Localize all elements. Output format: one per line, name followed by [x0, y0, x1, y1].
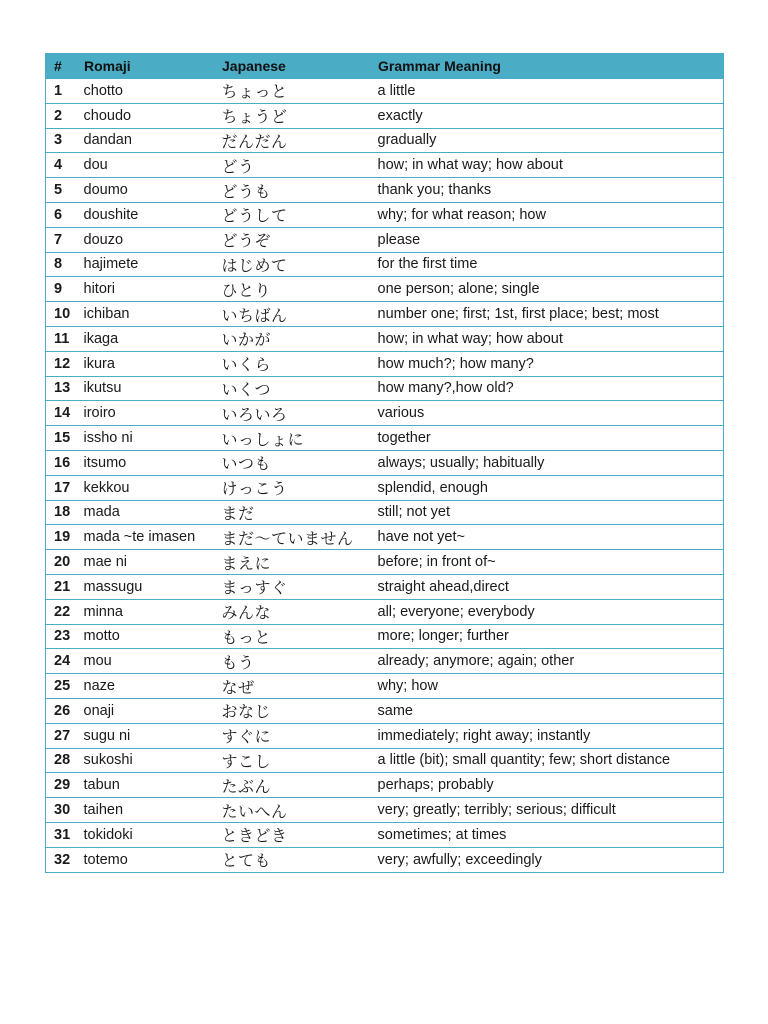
header-number: # — [46, 54, 76, 79]
japanese-cell: たぶん — [214, 773, 370, 798]
japanese-cell: とても — [214, 847, 370, 872]
meaning-cell: how many?,how old? — [370, 376, 724, 401]
japanese-cell: まっすぐ — [214, 574, 370, 599]
meaning-cell: thank you; thanks — [370, 178, 724, 203]
row-number: 2 — [46, 103, 76, 128]
romaji-cell: sugu ni — [76, 723, 214, 748]
meaning-cell: very; greatly; terribly; serious; difficult — [370, 798, 724, 823]
table-row — [46, 822, 724, 847]
japanese-cell: すこし — [214, 748, 370, 773]
romaji-cell: minna — [76, 599, 214, 624]
japanese-cell: もっと — [214, 624, 370, 649]
table-row — [46, 103, 724, 128]
romaji-cell: onaji — [76, 698, 214, 723]
row-number: 27 — [46, 723, 76, 748]
meaning-cell: perhaps; probably — [370, 773, 724, 798]
romaji-cell: kekkou — [76, 475, 214, 500]
table-row — [46, 649, 724, 674]
table-body — [46, 79, 724, 873]
row-number: 32 — [46, 847, 76, 872]
row-number: 1 — [46, 79, 76, 104]
japanese-cell: どうも — [214, 178, 370, 203]
romaji-cell: motto — [76, 624, 214, 649]
table-row — [46, 500, 724, 525]
table-row — [46, 748, 724, 773]
meaning-cell: exactly — [370, 103, 724, 128]
table-row — [46, 574, 724, 599]
row-number: 8 — [46, 252, 76, 277]
meaning-cell: same — [370, 698, 724, 723]
vocabulary-sheet — [45, 53, 723, 873]
japanese-cell: まだ～ていません — [214, 525, 370, 550]
meaning-cell: various — [370, 401, 724, 426]
japanese-cell: いくつ — [214, 376, 370, 401]
table-row — [46, 550, 724, 575]
meaning-cell: always; usually; habitually — [370, 450, 724, 475]
japanese-cell: まえに — [214, 550, 370, 575]
row-number: 3 — [46, 128, 76, 153]
row-number: 21 — [46, 574, 76, 599]
meaning-cell: together — [370, 426, 724, 451]
japanese-cell: いかが — [214, 326, 370, 351]
romaji-cell: itsumo — [76, 450, 214, 475]
romaji-cell: issho ni — [76, 426, 214, 451]
romaji-cell: sukoshi — [76, 748, 214, 773]
meaning-cell: why; how — [370, 674, 724, 699]
romaji-cell: doushite — [76, 202, 214, 227]
japanese-cell: けっこう — [214, 475, 370, 500]
japanese-cell: ちょっと — [214, 79, 370, 104]
meaning-cell: splendid, enough — [370, 475, 724, 500]
table-row — [46, 79, 724, 104]
meaning-cell: more; longer; further — [370, 624, 724, 649]
japanese-cell: おなじ — [214, 698, 370, 723]
japanese-cell: たいへん — [214, 798, 370, 823]
romaji-cell: dou — [76, 153, 214, 178]
romaji-cell: ikura — [76, 351, 214, 376]
table-row — [46, 326, 724, 351]
row-number: 11 — [46, 326, 76, 351]
header-romaji: Romaji — [76, 54, 214, 79]
row-number: 23 — [46, 624, 76, 649]
japanese-cell: もう — [214, 649, 370, 674]
romaji-cell: douzo — [76, 227, 214, 252]
vocabulary-table — [45, 53, 724, 873]
japanese-cell: みんな — [214, 599, 370, 624]
japanese-cell: ひとり — [214, 277, 370, 302]
romaji-cell: tokidoki — [76, 822, 214, 847]
meaning-cell: please — [370, 227, 724, 252]
table-row — [46, 525, 724, 550]
japanese-cell: いくら — [214, 351, 370, 376]
romaji-cell: ikaga — [76, 326, 214, 351]
romaji-cell: chotto — [76, 79, 214, 104]
romaji-cell: totemo — [76, 847, 214, 872]
row-number: 6 — [46, 202, 76, 227]
row-number: 20 — [46, 550, 76, 575]
row-number: 17 — [46, 475, 76, 500]
table-row — [46, 450, 724, 475]
row-number: 25 — [46, 674, 76, 699]
romaji-cell: mada — [76, 500, 214, 525]
table-row — [46, 401, 724, 426]
romaji-cell: dandan — [76, 128, 214, 153]
table-row — [46, 252, 724, 277]
meaning-cell: one person; alone; single — [370, 277, 724, 302]
table-row — [46, 202, 724, 227]
table-row — [46, 376, 724, 401]
japanese-cell: いちばん — [214, 302, 370, 327]
row-number: 18 — [46, 500, 76, 525]
japanese-cell: だんだん — [214, 128, 370, 153]
row-number: 12 — [46, 351, 76, 376]
table-row — [46, 128, 724, 153]
japanese-cell: ときどき — [214, 822, 370, 847]
row-number: 4 — [46, 153, 76, 178]
row-number: 10 — [46, 302, 76, 327]
row-number: 29 — [46, 773, 76, 798]
row-number: 19 — [46, 525, 76, 550]
japanese-cell: なぜ — [214, 674, 370, 699]
meaning-cell: have not yet~ — [370, 525, 724, 550]
row-number: 30 — [46, 798, 76, 823]
row-number: 9 — [46, 277, 76, 302]
japanese-cell: ちょうど — [214, 103, 370, 128]
meaning-cell: why; for what reason; how — [370, 202, 724, 227]
romaji-cell: hajimete — [76, 252, 214, 277]
table-header-row — [46, 54, 724, 79]
meaning-cell: how; in what way; how about — [370, 153, 724, 178]
romaji-cell: doumo — [76, 178, 214, 203]
japanese-cell: いっしょに — [214, 426, 370, 451]
japanese-cell: どうぞ — [214, 227, 370, 252]
meaning-cell: before; in front of~ — [370, 550, 724, 575]
meaning-cell: how much?; how many? — [370, 351, 724, 376]
meaning-cell: immediately; right away; instantly — [370, 723, 724, 748]
table-row — [46, 475, 724, 500]
row-number: 28 — [46, 748, 76, 773]
meaning-cell: how; in what way; how about — [370, 326, 724, 351]
row-number: 31 — [46, 822, 76, 847]
japanese-cell: はじめて — [214, 252, 370, 277]
romaji-cell: ikutsu — [76, 376, 214, 401]
row-number: 22 — [46, 599, 76, 624]
meaning-cell: sometimes; at times — [370, 822, 724, 847]
row-number: 5 — [46, 178, 76, 203]
japanese-cell: いつも — [214, 450, 370, 475]
row-number: 7 — [46, 227, 76, 252]
row-number: 16 — [46, 450, 76, 475]
row-number: 15 — [46, 426, 76, 451]
meaning-cell: a little — [370, 79, 724, 104]
meaning-cell: straight ahead,direct — [370, 574, 724, 599]
table-row — [46, 723, 724, 748]
romaji-cell: naze — [76, 674, 214, 699]
romaji-cell: mada ~te imasen — [76, 525, 214, 550]
romaji-cell: ichiban — [76, 302, 214, 327]
japanese-cell: すぐに — [214, 723, 370, 748]
romaji-cell: iroiro — [76, 401, 214, 426]
header-japanese: Japanese — [214, 54, 370, 79]
table-row — [46, 426, 724, 451]
romaji-cell: hitori — [76, 277, 214, 302]
romaji-cell: choudo — [76, 103, 214, 128]
meaning-cell: very; awfully; exceedingly — [370, 847, 724, 872]
meaning-cell: for the first time — [370, 252, 724, 277]
row-number: 13 — [46, 376, 76, 401]
japanese-cell: どうして — [214, 202, 370, 227]
meaning-cell: still; not yet — [370, 500, 724, 525]
japanese-cell: まだ — [214, 500, 370, 525]
meaning-cell: all; everyone; everybody — [370, 599, 724, 624]
row-number: 24 — [46, 649, 76, 674]
table-row — [46, 798, 724, 823]
romaji-cell: tabun — [76, 773, 214, 798]
table-row — [46, 698, 724, 723]
row-number: 26 — [46, 698, 76, 723]
meaning-cell: gradually — [370, 128, 724, 153]
romaji-cell: taihen — [76, 798, 214, 823]
table-row — [46, 227, 724, 252]
romaji-cell: mae ni — [76, 550, 214, 575]
table-row — [46, 847, 724, 872]
japanese-cell: どう — [214, 153, 370, 178]
table-row — [46, 599, 724, 624]
row-number: 14 — [46, 401, 76, 426]
meaning-cell: already; anymore; again; other — [370, 649, 724, 674]
table-row — [46, 624, 724, 649]
table-row — [46, 277, 724, 302]
japanese-cell: いろいろ — [214, 401, 370, 426]
table-row — [46, 153, 724, 178]
romaji-cell: mou — [76, 649, 214, 674]
romaji-cell: massugu — [76, 574, 214, 599]
table-row — [46, 302, 724, 327]
table-row — [46, 674, 724, 699]
table-row — [46, 178, 724, 203]
table-row — [46, 773, 724, 798]
header-meaning: Grammar Meaning — [370, 54, 724, 79]
meaning-cell: number one; first; 1st, first place; best; most — [370, 302, 724, 327]
table-row — [46, 351, 724, 376]
meaning-cell: a little (bit); small quantity; few; short distance — [370, 748, 724, 773]
